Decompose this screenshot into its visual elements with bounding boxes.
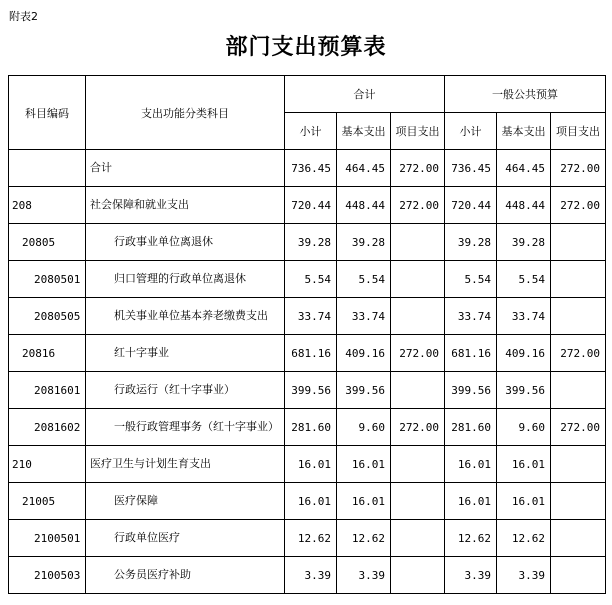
cell-t-basic: 3.39 [337,557,391,594]
row-code: 208 [9,187,86,224]
cell-t-basic: 399.56 [337,372,391,409]
page-title: 部门支出预算表 [225,35,387,60]
cell-g-proj: 272.00 [551,187,606,224]
cell-t-proj [391,372,445,409]
row-name: 医疗保障 [86,483,285,520]
cell-t-basic: 5.54 [337,261,391,298]
cell-t-sub: 33.74 [285,298,337,335]
cell-t-proj [391,224,445,261]
cell-g-proj [551,224,606,261]
cell-t-basic: 409.16 [337,335,391,372]
cell-t-sub: 281.60 [285,409,337,446]
cell-t-proj [391,446,445,483]
cell-g-basic: 9.60 [497,409,551,446]
cell-t-proj: 272.00 [391,409,445,446]
row-name: 机关事业单位基本养老缴费支出 [86,298,285,335]
cell-g-proj: 272.00 [551,409,606,446]
cell-t-proj: 272.00 [391,150,445,187]
header-general-project: 项目支出 [551,113,606,150]
header-total-group: 合计 [285,76,445,113]
cell-g-sub: 16.01 [445,483,497,520]
cell-t-basic: 16.01 [337,483,391,520]
cell-t-proj [391,261,445,298]
row-name: 合计 [86,150,285,187]
cell-t-proj [391,298,445,335]
row-name: 医疗卫生与计划生育支出 [86,446,285,483]
row-code: 2081602 [9,409,86,446]
table-row [9,446,606,483]
cell-t-proj [391,520,445,557]
row-name: 行政事业单位离退休 [86,224,285,261]
cell-t-sub: 399.56 [285,372,337,409]
row-code: 2080501 [9,261,86,298]
table-row [9,224,606,261]
cell-t-basic: 33.74 [337,298,391,335]
row-name: 一般行政管理事务（红十字事业） [86,409,285,446]
cell-t-basic: 9.60 [337,409,391,446]
cell-g-sub: 281.60 [445,409,497,446]
row-code: 2100501 [9,520,86,557]
header-name: 支出功能分类科目 [86,76,285,150]
header-total-subtotal: 小计 [285,113,337,150]
row-code: 210 [9,446,86,483]
cell-g-basic: 448.44 [497,187,551,224]
row-code: 20816 [9,335,86,372]
cell-g-sub: 12.62 [445,520,497,557]
cell-g-basic: 39.28 [497,224,551,261]
cell-g-proj [551,261,606,298]
cell-g-proj [551,520,606,557]
cell-g-basic: 16.01 [497,446,551,483]
cell-t-sub: 681.16 [285,335,337,372]
cell-g-sub: 5.54 [445,261,497,298]
cell-g-basic: 399.56 [497,372,551,409]
cell-g-basic: 3.39 [497,557,551,594]
cell-t-sub: 720.44 [285,187,337,224]
row-code: 20805 [9,224,86,261]
table-row [9,298,606,335]
table-row [9,372,606,409]
header-general-basic: 基本支出 [497,113,551,150]
cell-g-proj [551,483,606,520]
header-general-group: 一般公共预算 [445,76,606,113]
cell-t-proj: 272.00 [391,187,445,224]
cell-t-basic: 39.28 [337,224,391,261]
cell-t-proj [391,557,445,594]
header-total-basic: 基本支出 [337,113,391,150]
row-name: 行政运行（红十字事业） [86,372,285,409]
cell-g-sub: 736.45 [445,150,497,187]
cell-t-sub: 16.01 [285,446,337,483]
row-name: 社会保障和就业支出 [86,187,285,224]
cell-t-sub: 736.45 [285,150,337,187]
row-code: 2100503 [9,557,86,594]
cell-g-sub: 33.74 [445,298,497,335]
cell-g-basic: 12.62 [497,520,551,557]
cell-t-proj [391,483,445,520]
cell-g-sub: 720.44 [445,187,497,224]
cell-t-basic: 464.45 [337,150,391,187]
cell-g-sub: 39.28 [445,224,497,261]
cell-g-proj [551,557,606,594]
header-total-project: 项目支出 [391,113,445,150]
cell-g-sub: 399.56 [445,372,497,409]
cell-g-proj [551,298,606,335]
cell-t-sub: 12.62 [285,520,337,557]
row-name: 公务员医疗补助 [86,557,285,594]
header-general-subtotal: 小计 [445,113,497,150]
table-row [9,409,606,446]
cell-g-proj: 272.00 [551,150,606,187]
row-code: 21005 [9,483,86,520]
budget-table [8,75,606,594]
row-code [9,150,86,187]
attachment-label: 附表2 [9,10,38,23]
table-row [9,483,606,520]
cell-t-sub: 5.54 [285,261,337,298]
cell-t-basic: 16.01 [337,446,391,483]
row-name: 行政单位医疗 [86,520,285,557]
table-row [9,150,606,187]
header-code: 科目编码 [9,76,86,150]
cell-t-basic: 12.62 [337,520,391,557]
cell-g-proj [551,372,606,409]
cell-g-basic: 16.01 [497,483,551,520]
table-row [9,261,606,298]
cell-t-basic: 448.44 [337,187,391,224]
cell-g-sub: 16.01 [445,446,497,483]
row-code: 2081601 [9,372,86,409]
cell-g-sub: 3.39 [445,557,497,594]
cell-t-proj: 272.00 [391,335,445,372]
cell-t-sub: 3.39 [285,557,337,594]
cell-g-basic: 5.54 [497,261,551,298]
table-row [9,557,606,594]
cell-g-basic: 409.16 [497,335,551,372]
cell-t-sub: 39.28 [285,224,337,261]
row-code: 2080505 [9,298,86,335]
cell-t-sub: 16.01 [285,483,337,520]
cell-g-proj [551,446,606,483]
cell-g-basic: 464.45 [497,150,551,187]
row-name: 红十字事业 [86,335,285,372]
row-name: 归口管理的行政单位离退休 [86,261,285,298]
cell-g-proj: 272.00 [551,335,606,372]
cell-g-basic: 33.74 [497,298,551,335]
table-row [9,187,606,224]
cell-g-sub: 681.16 [445,335,497,372]
table-row [9,335,606,372]
table-row [9,520,606,557]
